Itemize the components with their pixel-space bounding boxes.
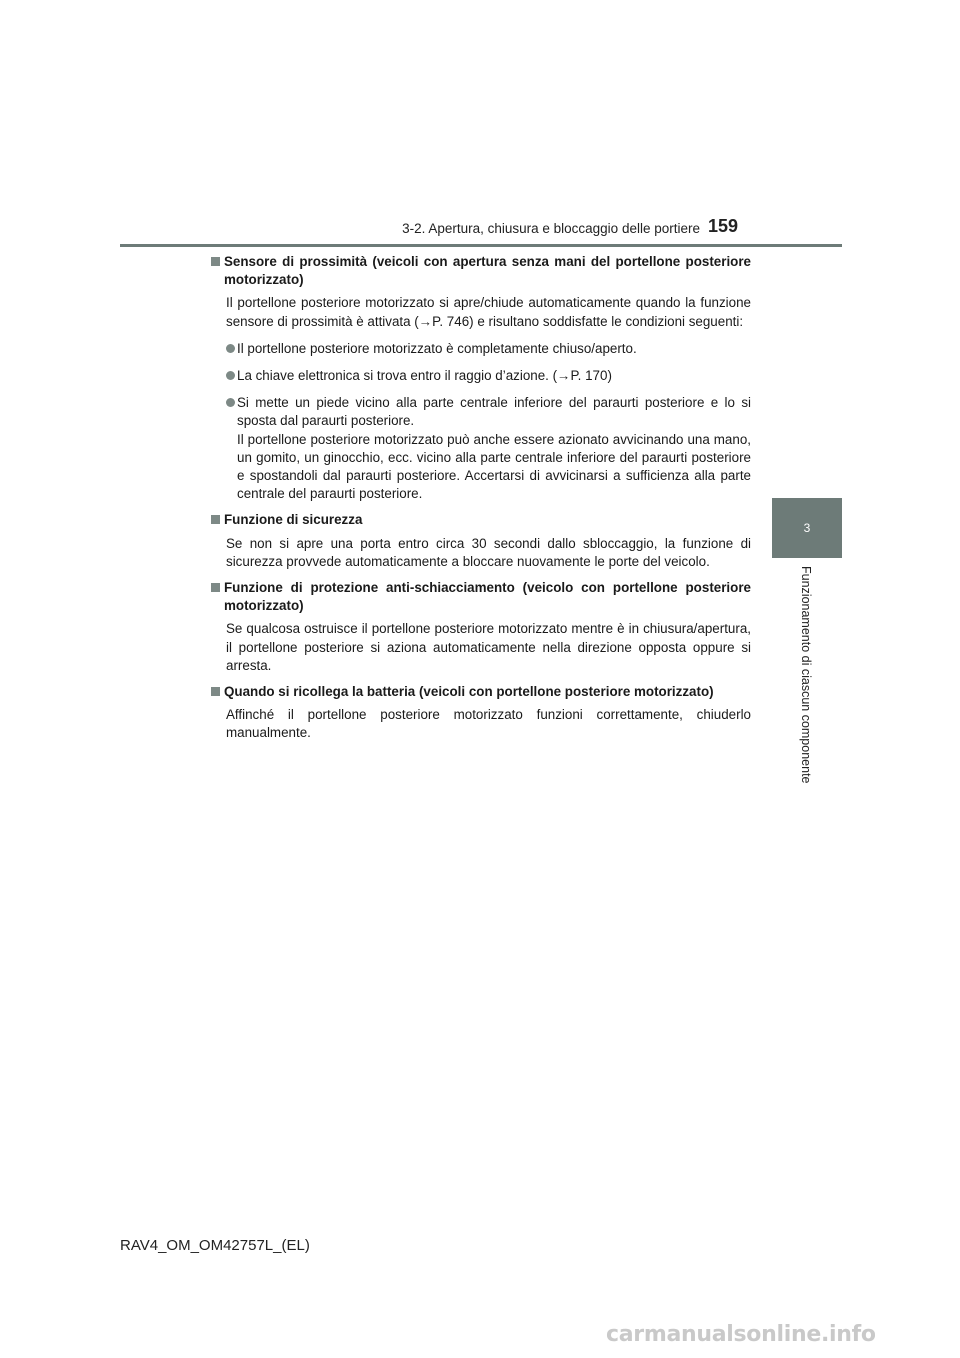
- main-content: [211, 253, 751, 743]
- list-item-text: Si mette un piede vicino alla parte centrale inferiore del paraurti posteriore e lo si sposta dal paraurti posteriore.: [237, 395, 751, 429]
- chapter-tab[interactable]: [772, 498, 842, 558]
- section-text: Se non si apre una porta entro circa 30 secondi dallo sbloccaggio, la funzione di sicurezza provvede automaticamente a bloccare nuovamente le porte del veicolo.: [226, 535, 751, 569]
- section-heading: [211, 253, 751, 289]
- list-item-note: Il portellone posteriore motorizzato può anche essere azionato avvicinando una mano, un gomito, un ginocchio, ecc. vicino alla parte centrale inferiore del paraurti posteriore e spostandoli dal paraurti posteriore. Accertarsi di avvicinarsi a sufficienza alla parte centrale del paraurti posteriore.: [237, 431, 751, 502]
- section-anti-pinch: [211, 579, 751, 675]
- list-item: [226, 367, 751, 385]
- square-bullet-icon: [211, 515, 220, 524]
- section-security-function: [211, 511, 751, 571]
- square-bullet-icon: [211, 583, 220, 592]
- page-number: 159: [708, 216, 739, 236]
- list-item-text: Il portellone posteriore motorizzato è completamente chiuso/aperto.: [237, 340, 637, 356]
- circle-bullet-icon: [226, 344, 235, 353]
- circle-bullet-icon: [226, 371, 235, 380]
- section-title: Funzione di protezione anti-schiacciamento (veicolo con portellone posteriore motorizzato): [224, 580, 751, 614]
- section-battery-reconnect: [211, 683, 751, 743]
- section-title: Funzione di sicurezza: [224, 512, 363, 528]
- section-text: Affinché il portellone posteriore motorizzato funzioni correttamente, chiuderlo manualmente.: [226, 707, 751, 741]
- running-header: 3-2. Apertura, chiusura e bloccaggio delle portiere: [402, 221, 700, 236]
- document-code: RAV4_OM_OM42757L_(EL): [120, 1237, 310, 1254]
- section-heading: [211, 511, 751, 529]
- section-title: Quando si ricollega la batteria (veicoli con portellone posteriore motorizzato): [224, 684, 714, 700]
- chapter-label: Funzionamento di ciascun componente: [799, 566, 813, 784]
- chapter-number: 3: [803, 521, 811, 535]
- section-heading: [211, 579, 751, 615]
- section-text: Il portellone posteriore motorizzato si apre/chiude automaticamente quando la funzione sensore di prossimità è attivata (→P. 746) e risultano soddisfatte le condizioni seguenti:: [226, 295, 751, 329]
- circle-bullet-icon: [226, 398, 235, 407]
- list-item-text: La chiave elettronica si trova entro il raggio d’azione. (→P. 170): [237, 368, 612, 384]
- list-item: [226, 394, 751, 503]
- section-proximity-sensor: [211, 253, 751, 503]
- section-title: Sensore di prossimità (veicoli con apertura senza mani del portellone posteriore motorizzato): [224, 254, 751, 288]
- section-heading: [211, 683, 751, 701]
- square-bullet-icon: [211, 257, 220, 266]
- square-bullet-icon: [211, 687, 220, 696]
- section-text: Se qualcosa ostruisce il portellone posteriore motorizzato mentre è in chiusura/apertura, il portellone posteriore si aziona automaticamente nella direzione opposta oppure si arresta.: [226, 621, 751, 673]
- list-item: [226, 340, 751, 358]
- watermark-logo: carmanualsonline.info: [606, 1322, 876, 1347]
- header-rule: [120, 244, 842, 247]
